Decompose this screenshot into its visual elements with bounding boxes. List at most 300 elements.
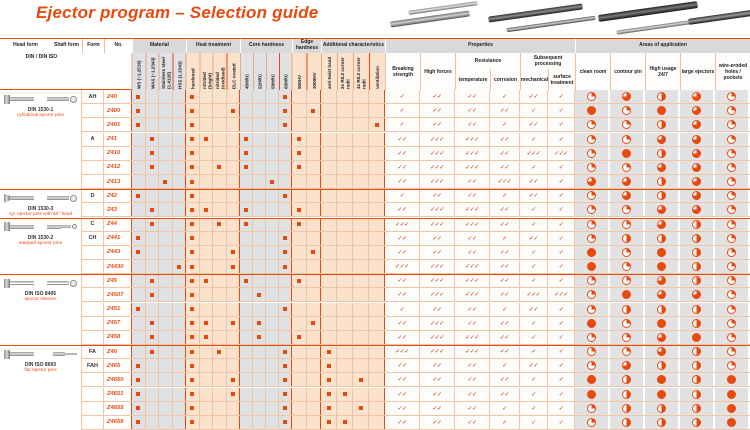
matrix-cell-h58	[266, 260, 279, 273]
matrix-cell-hard	[186, 118, 200, 131]
rating-checks: ✓✓	[455, 90, 490, 103]
part-number[interactable]: Z4655	[104, 402, 132, 415]
matrix-cell-hss	[173, 246, 187, 259]
part-number[interactable]: Z44	[104, 218, 132, 231]
application-cell	[715, 288, 750, 301]
table-row	[82, 402, 750, 416]
matrix-cell-e900	[292, 232, 307, 245]
matrix-cell-hss	[173, 331, 187, 344]
matrix-cell-h52	[253, 274, 266, 287]
rating-checks: ✓✓	[455, 232, 490, 245]
part-number[interactable]: Z40	[104, 90, 132, 103]
mark-square-icon	[190, 109, 194, 113]
application-cell	[715, 147, 750, 160]
matrix-cell-nbr	[200, 218, 214, 231]
part-number[interactable]: Z46	[104, 345, 132, 358]
rating-checks: ✓✓	[385, 232, 420, 245]
mark-square-icon	[359, 378, 363, 382]
matrix-cell-h45	[240, 90, 253, 103]
rating-checks: ✓	[548, 90, 575, 103]
matrix-cell-nbr	[200, 203, 214, 216]
matrix-cell-nox	[213, 104, 227, 117]
high-forces-header: High forces	[420, 53, 455, 91]
part-number[interactable]: Z401	[104, 118, 132, 131]
matrix-cell-vent	[369, 331, 385, 344]
rating-checks: ✓✓✓	[455, 274, 490, 287]
mark-square-icon	[311, 109, 315, 113]
matrix-cell-ws	[132, 246, 146, 259]
part-number[interactable]: Z412	[104, 161, 132, 174]
temperature-header: temperature	[455, 69, 490, 91]
rating-checks: ✓✓	[420, 246, 455, 259]
pie-rating-icon	[622, 177, 631, 186]
rating-checks: ✓	[548, 104, 575, 117]
application-cell	[715, 317, 750, 330]
matrix-cell-ss	[159, 161, 173, 174]
matrix-cell-hss	[173, 189, 187, 202]
pie-rating-icon	[657, 290, 666, 299]
pie-rating-icon	[587, 333, 596, 342]
matrix-cell-e3000	[307, 303, 322, 316]
matrix-cell-nox	[213, 317, 227, 330]
application-cell	[680, 359, 715, 372]
matrix-cell-r4	[353, 317, 369, 330]
matrix-cell-h45	[240, 147, 253, 160]
part-number[interactable]: Z413	[104, 175, 132, 188]
application-cell	[715, 331, 750, 344]
pie-rating-icon	[692, 290, 701, 299]
rating-checks: ✓✓✓	[420, 175, 455, 188]
rating-checks: ✓✓✓	[420, 331, 455, 344]
mark-square-icon	[204, 208, 208, 212]
matrix-cell-head	[321, 331, 337, 344]
part-number[interactable]: Z45	[104, 274, 132, 287]
application-cell	[610, 189, 645, 202]
matrix-cell-ss	[159, 331, 173, 344]
matrix-cell-h52	[253, 317, 266, 330]
part-number[interactable]: Z410	[104, 147, 132, 160]
matrix-cell-vent	[369, 317, 385, 330]
matrix-cell-ss	[159, 402, 173, 415]
cylindrical-shaft-icon	[47, 94, 77, 104]
part-number[interactable]: Z43	[104, 203, 132, 216]
matrix-cell-was	[146, 203, 160, 216]
matrix-cell-e3000	[307, 260, 322, 273]
mark-square-icon	[231, 392, 235, 396]
matrix-cell-nbr	[200, 147, 214, 160]
matrix-cell-e3000	[307, 189, 322, 202]
column-label-hard: hardened	[186, 53, 200, 91]
matrix-cell-hss	[173, 161, 187, 174]
mark-square-icon	[190, 392, 194, 396]
application-cell	[610, 373, 645, 386]
matrix-cell-hss	[173, 416, 187, 429]
rating-checks: ✓✓	[455, 175, 490, 188]
application-cell	[715, 203, 750, 216]
rating-checks: ✓	[548, 402, 575, 415]
matrix-cell-vent	[369, 175, 385, 188]
matrix-cell-was	[146, 218, 160, 231]
part-number[interactable]: Z458	[104, 331, 132, 344]
table-row	[82, 118, 750, 132]
mark-square-icon	[257, 293, 261, 297]
application-cell	[575, 246, 610, 259]
matrix-cell-was	[146, 303, 160, 316]
matrix-cell-r2	[337, 118, 353, 131]
matrix-cell-nbr	[200, 232, 214, 245]
matrix-cell-dlc	[227, 373, 241, 386]
matrix-cell-dlc	[227, 133, 241, 146]
matrix-cell-e900	[292, 260, 307, 273]
part-number[interactable]: Z465	[104, 359, 132, 372]
mark-square-icon	[311, 321, 315, 325]
pie-rating-icon	[657, 262, 666, 271]
part-number[interactable]: Z4430	[104, 260, 132, 273]
matrix-cell-head	[321, 147, 337, 160]
matrix-cell-hss	[173, 274, 187, 287]
pie-rating-icon	[692, 305, 701, 314]
matrix-cell-was	[146, 175, 160, 188]
mark-square-icon	[297, 222, 301, 226]
application-cell	[610, 388, 645, 401]
column-label-r2: 2x R0.2 corner radii	[337, 53, 353, 91]
mark-square-icon	[136, 392, 140, 396]
matrix-cell-ws	[132, 118, 146, 131]
mark-square-icon	[163, 180, 167, 184]
table-row	[82, 104, 750, 118]
rating-checks: ✓✓✓	[420, 147, 455, 160]
matrix-cell-head	[321, 260, 337, 273]
pie-rating-icon	[692, 390, 701, 399]
application-cell	[575, 232, 610, 245]
matrix-cell-h45	[240, 331, 253, 344]
column-label-e900: 900HV	[292, 53, 307, 91]
matrix-cell-hss	[173, 288, 187, 301]
matrix-cell-ws	[132, 317, 146, 330]
matrix-cell-e3000	[307, 218, 322, 231]
rating-checks: ✓✓✓	[420, 260, 455, 273]
row-group-label	[0, 90, 82, 189]
no-header: No.	[104, 39, 132, 53]
mark-square-icon	[190, 165, 194, 169]
matrix-cell-hss	[173, 402, 187, 415]
matrix-cell-h52	[253, 388, 266, 401]
matrix-cell-was	[146, 317, 160, 330]
pie-rating-icon	[622, 418, 631, 427]
application-cell	[645, 345, 680, 358]
rating-checks: ✓✓	[455, 416, 490, 429]
rating-checks: ✓✓✓	[455, 161, 490, 174]
matrix-cell-ws	[132, 90, 146, 103]
application-cell	[610, 331, 645, 344]
matrix-cell-h52	[253, 303, 266, 316]
matrix-cell-e900	[292, 345, 307, 358]
rating-checks: ✓✓	[420, 118, 455, 131]
matrix-cell-r2	[337, 104, 353, 117]
rating-checks: ✓	[520, 246, 548, 259]
matrix-cell-h52	[253, 331, 266, 344]
matrix-cell-ws	[132, 133, 146, 146]
matrix-cell-h52	[253, 232, 266, 245]
matrix-cell-was	[146, 388, 160, 401]
application-cell	[715, 104, 750, 117]
pie-rating-icon	[727, 163, 736, 172]
matrix-cell-h52	[253, 402, 266, 415]
pie-rating-icon	[657, 404, 666, 413]
matrix-cell-head	[321, 246, 337, 259]
matrix-cell-nox	[213, 175, 227, 188]
matrix-cell-head	[321, 189, 337, 202]
mark-square-icon	[327, 406, 331, 410]
pie-rating-icon	[692, 276, 701, 285]
mark-square-icon	[311, 250, 315, 254]
matrix-cell-hss	[173, 133, 187, 146]
matrix-cell-e900	[292, 175, 307, 188]
column-label-e3000: 3000HV	[307, 53, 322, 91]
stepped-shaft-icon	[47, 222, 77, 232]
page-title: Ejector program – Selection guide	[36, 3, 319, 22]
application-cell	[680, 246, 715, 259]
column-label-vent: ventilation	[369, 53, 385, 91]
rating-checks: ✓✓	[455, 373, 490, 386]
rating-checks: ✓	[385, 303, 420, 316]
application-cell	[575, 189, 610, 202]
matrix-cell-h45	[240, 288, 253, 301]
part-number[interactable]: Z4651	[104, 388, 132, 401]
application-cell	[575, 303, 610, 316]
matrix-cell-nox	[213, 416, 227, 429]
rating-checks: ✓✓	[420, 373, 455, 386]
matrix-cell-nox	[213, 246, 227, 259]
rating-checks: ✓	[548, 133, 575, 146]
part-number[interactable]: Z4658	[104, 416, 132, 429]
matrix-cell-e3000	[307, 388, 322, 401]
matrix-cell-h58	[266, 133, 279, 146]
mark-square-icon	[257, 321, 261, 325]
matrix-cell-dlc	[227, 161, 241, 174]
mark-square-icon	[190, 335, 194, 339]
application-cell	[575, 331, 610, 344]
column-label-hss: HSS (1.3343)	[173, 53, 187, 91]
application-cell	[645, 118, 680, 131]
part-number[interactable]: Z400	[104, 104, 132, 117]
din-label: DIN ISO 8405	[24, 291, 57, 298]
application-cell	[680, 118, 715, 131]
table-row	[82, 260, 750, 274]
part-number[interactable]: Z4507	[104, 288, 132, 301]
group-description: cylindrical ejector pins	[17, 113, 64, 118]
pie-rating-icon	[657, 92, 666, 101]
table-row	[82, 175, 750, 189]
mark-square-icon	[327, 350, 331, 354]
part-number[interactable]: Z42	[104, 189, 132, 202]
matrix-cell-h45	[240, 416, 253, 429]
rating-checks: ✓✓	[385, 388, 420, 401]
mark-square-icon	[150, 165, 154, 169]
mark-square-icon	[190, 180, 194, 184]
matrix-cell-ss	[159, 133, 173, 146]
matrix-cell-nox	[213, 232, 227, 245]
pie-rating-icon	[692, 319, 701, 328]
matrix-cell-head	[321, 175, 337, 188]
mark-square-icon	[283, 378, 287, 382]
matrix-cell-e3000	[307, 104, 322, 117]
pie-rating-icon	[587, 248, 596, 257]
matrix-cell-h52	[253, 90, 266, 103]
matrix-cell-hss	[173, 345, 187, 358]
application-cell	[715, 373, 750, 386]
matrix-cell-ws	[132, 189, 146, 202]
matrix-cell-r2	[337, 203, 353, 216]
pie-rating-icon	[727, 290, 736, 299]
cylindrical-head-icon	[4, 222, 34, 232]
matrix-cell-r2	[337, 260, 353, 273]
form-header: Form	[82, 39, 104, 53]
matrix-cell-h60	[279, 345, 292, 358]
pie-rating-icon	[692, 191, 701, 200]
part-number[interactable]: Z441	[104, 232, 132, 245]
matrix-cell-vent	[369, 104, 385, 117]
pie-rating-icon	[727, 390, 736, 399]
clean-room-header: clean room	[575, 53, 610, 91]
matrix-cell-hard	[186, 373, 200, 386]
pie-rating-icon	[692, 361, 701, 370]
matrix-cell-ss	[159, 104, 173, 117]
matrix-cell-nox	[213, 274, 227, 287]
matrix-cell-ss	[159, 288, 173, 301]
rating-checks: ✓✓✓	[455, 288, 490, 301]
column-label-nox: nitrided (oxidised)	[213, 53, 227, 91]
rating-checks: ✓✓	[520, 303, 548, 316]
matrix-cell-r4	[353, 147, 369, 160]
pie-rating-icon	[587, 92, 596, 101]
form-cell	[82, 331, 104, 344]
mark-square-icon	[283, 392, 287, 396]
application-cell	[575, 317, 610, 330]
matrix-cell-h45	[240, 189, 253, 202]
matrix-cell-e900	[292, 246, 307, 259]
application-cell	[610, 175, 645, 188]
matrix-cell-e3000	[307, 118, 322, 131]
matrix-cell-h58	[266, 246, 279, 259]
pie-rating-icon	[587, 234, 596, 243]
matrix-cell-ss	[159, 246, 173, 259]
matrix-cell-nbr	[200, 331, 214, 344]
rating-checks: ✓✓	[385, 416, 420, 429]
form-cell	[82, 161, 104, 174]
matrix-cell-was	[146, 345, 160, 358]
mark-square-icon	[217, 165, 221, 169]
table-row	[82, 288, 750, 302]
matrix-cell-h58	[266, 118, 279, 131]
sleeve-shaft-icon	[47, 278, 77, 288]
matrix-cell-nbr	[200, 118, 214, 131]
matrix-cell-h58	[266, 402, 279, 415]
matrix-cell-hss	[173, 260, 187, 273]
pie-rating-icon	[622, 276, 631, 285]
rating-checks: ✓✓	[490, 203, 520, 216]
pie-rating-icon	[692, 92, 701, 101]
rating-checks: ✓✓	[490, 161, 520, 174]
pie-rating-icon	[657, 234, 666, 243]
mark-square-icon	[327, 378, 331, 382]
part-number[interactable]: Z41	[104, 133, 132, 146]
matrix-cell-vent	[369, 161, 385, 174]
matrix-cell-e3000	[307, 416, 322, 429]
rating-checks: ✓	[548, 175, 575, 188]
pie-rating-icon	[727, 418, 736, 427]
part-number[interactable]: Z451	[104, 303, 132, 316]
pie-rating-icon	[587, 404, 596, 413]
pie-rating-icon	[727, 333, 736, 342]
pie-rating-icon	[622, 290, 631, 299]
matrix-cell-h60	[279, 388, 292, 401]
application-cell	[680, 203, 715, 216]
part-number[interactable]: Z443	[104, 246, 132, 259]
pie-rating-icon	[587, 177, 596, 186]
matrix-cell-dlc	[227, 189, 241, 202]
matrix-cell-h45	[240, 203, 253, 216]
matrix-cell-ss	[159, 232, 173, 245]
contour-pin-header: contour pin	[610, 53, 645, 91]
matrix-cell-hard	[186, 345, 200, 358]
matrix-cell-hss	[173, 359, 187, 372]
matrix-cell-e3000	[307, 161, 322, 174]
matrix-cell-e3000	[307, 203, 322, 216]
matrix-cell-r2	[337, 133, 353, 146]
pie-rating-icon	[727, 361, 736, 370]
mark-square-icon	[150, 151, 154, 155]
pie-rating-icon	[692, 220, 701, 229]
matrix-cell-ws	[132, 331, 146, 344]
matrix-cell-r4	[353, 402, 369, 415]
column-label-h45: 45HRC	[240, 53, 253, 91]
matrix-cell-r4	[353, 260, 369, 273]
matrix-cell-h60	[279, 232, 292, 245]
pie-rating-icon	[587, 149, 596, 158]
matrix-cell-ws	[132, 218, 146, 231]
application-cell	[680, 303, 715, 316]
corrosion-header: corrosion	[490, 69, 520, 91]
pie-rating-icon	[622, 149, 631, 158]
rating-checks: ✓✓✓	[420, 317, 455, 330]
matrix-cell-h45	[240, 246, 253, 259]
matrix-cell-h60	[279, 246, 292, 259]
rating-checks: ✓✓	[385, 288, 420, 301]
matrix-cell-h45	[240, 345, 253, 358]
pie-rating-icon	[622, 248, 631, 257]
part-number[interactable]: Z457	[104, 317, 132, 330]
rating-checks: ✓	[490, 189, 520, 202]
pie-rating-icon	[657, 220, 666, 229]
application-cell	[645, 416, 680, 429]
rating-checks: ✓✓✓	[420, 161, 455, 174]
matrix-cell-r4	[353, 388, 369, 401]
application-cell	[645, 161, 680, 174]
pie-rating-icon	[587, 290, 596, 299]
pie-rating-icon	[657, 361, 666, 370]
mark-square-icon	[283, 307, 287, 311]
column-label-dlc: DLC coated	[227, 53, 241, 91]
mark-square-icon	[283, 236, 287, 240]
matrix-cell-h60	[279, 203, 292, 216]
table-row	[82, 303, 750, 317]
matrix-cell-r2	[337, 303, 353, 316]
matrix-cell-nox	[213, 388, 227, 401]
part-number[interactable]: Z4650	[104, 373, 132, 386]
mark-square-icon	[190, 194, 194, 198]
mark-square-icon	[150, 208, 154, 212]
